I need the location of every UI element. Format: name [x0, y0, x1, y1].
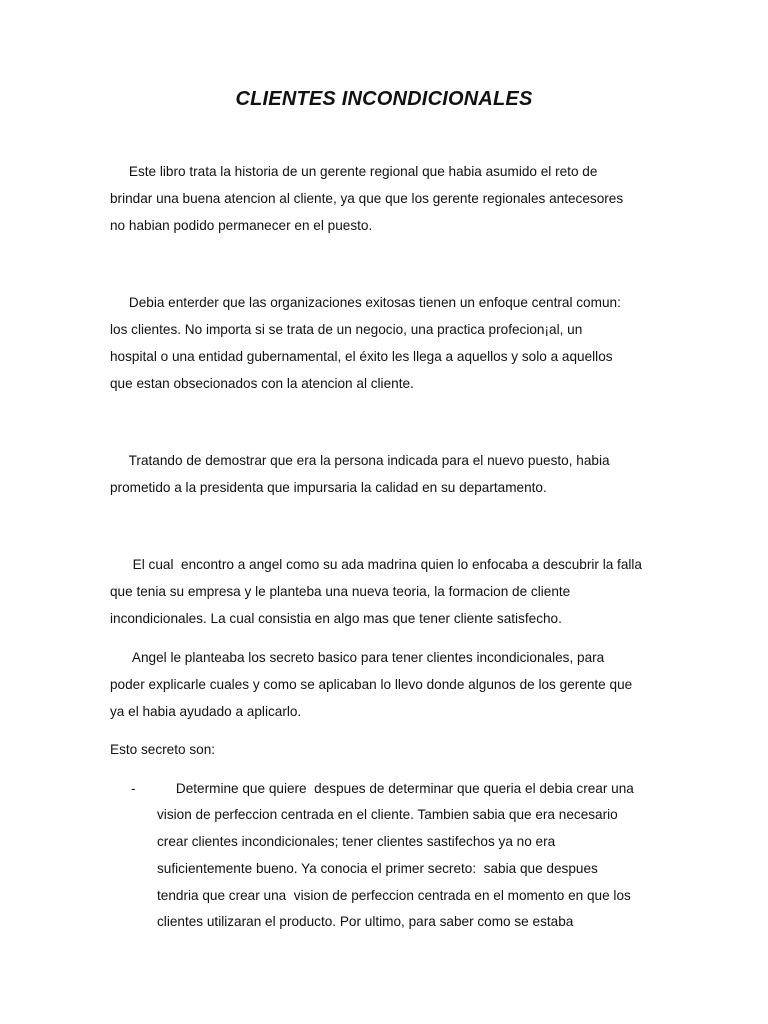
paragraph-5-line-2: poder explicarle cuales y como se aplicaban lo llevo donde algunos de los gerente que: [110, 677, 633, 692]
paragraph-2-line-1: Debia enterder que las organizaciones exitosas tienen un enfoque central comun:: [110, 295, 621, 310]
bullet-1-line-1: Determine que quiere despues de determinar que queria el debia crear una: [157, 781, 634, 796]
paragraph-2-line-4: que estan obsecionados con la atencion al cliente.: [110, 376, 414, 391]
paragraph-3-line-1: Tratando de demostrar que era la persona indicada para el nuevo puesto, habia: [110, 453, 610, 468]
paragraph-6-line-1: Esto secreto son:: [110, 742, 216, 757]
bullet-1-line-3: crear clientes incondicionales; tener clientes sastifechos ya no era: [157, 834, 556, 849]
paragraph-2-line-2: los clientes. No importa si se trata de un negocio, una practica profecion¡al, un: [110, 322, 583, 337]
paragraph-4-line-3: incondicionales. La cual consistia en algo mas que tener cliente satisfecho.: [110, 611, 562, 626]
paragraph-3-line-2: prometido a la presidenta que impursaria la calidad en su departamento.: [110, 480, 547, 495]
paragraph-2-line-3: hospital o una entidad gubernamental, el éxito les llega a aquellos y solo a aquellos: [110, 349, 613, 364]
bullet-dash: -: [131, 781, 136, 796]
paragraph-4-line-1: El cual encontro a angel como su ada madrina quien lo enfocaba a descubrir la falla: [110, 557, 642, 572]
paragraph-5-line-1: Angel le planteaba los secreto basico para tener clientes incondicionales, para: [110, 650, 605, 665]
paragraph-5-line-3: ya el habia ayudado a aplicarlo.: [110, 704, 302, 719]
paragraph-1-line-1: Este libro trata la historia de un gerente regional que habia asumido el reto de: [110, 164, 598, 179]
paragraph-1-line-3: no habian podido permanecer en el puesto.: [110, 218, 373, 233]
bullet-1-line-6: clientes utilizaran el producto. Por ultimo, para saber como se estaba: [157, 914, 574, 929]
document-title: CLIENTES INCONDICIONALES: [235, 88, 533, 110]
paragraph-1-line-2: brindar una buena atencion al cliente, ya que que los gerente regionales antecesores: [110, 191, 624, 206]
paragraph-4-line-2: que tenia su empresa y le planteba una nueva teoria, la formacion de cliente: [110, 584, 571, 599]
bullet-1-line-4: suficientemente bueno. Ya conocia el primer secreto: sabia que despues: [157, 861, 598, 876]
bullet-1-line-5: tendria que crear una vision de perfeccion centrada en el momento en que los: [157, 888, 631, 903]
bullet-1-line-2: vision de perfeccion centrada en el cliente. Tambien sabia que era necesario: [157, 807, 618, 822]
